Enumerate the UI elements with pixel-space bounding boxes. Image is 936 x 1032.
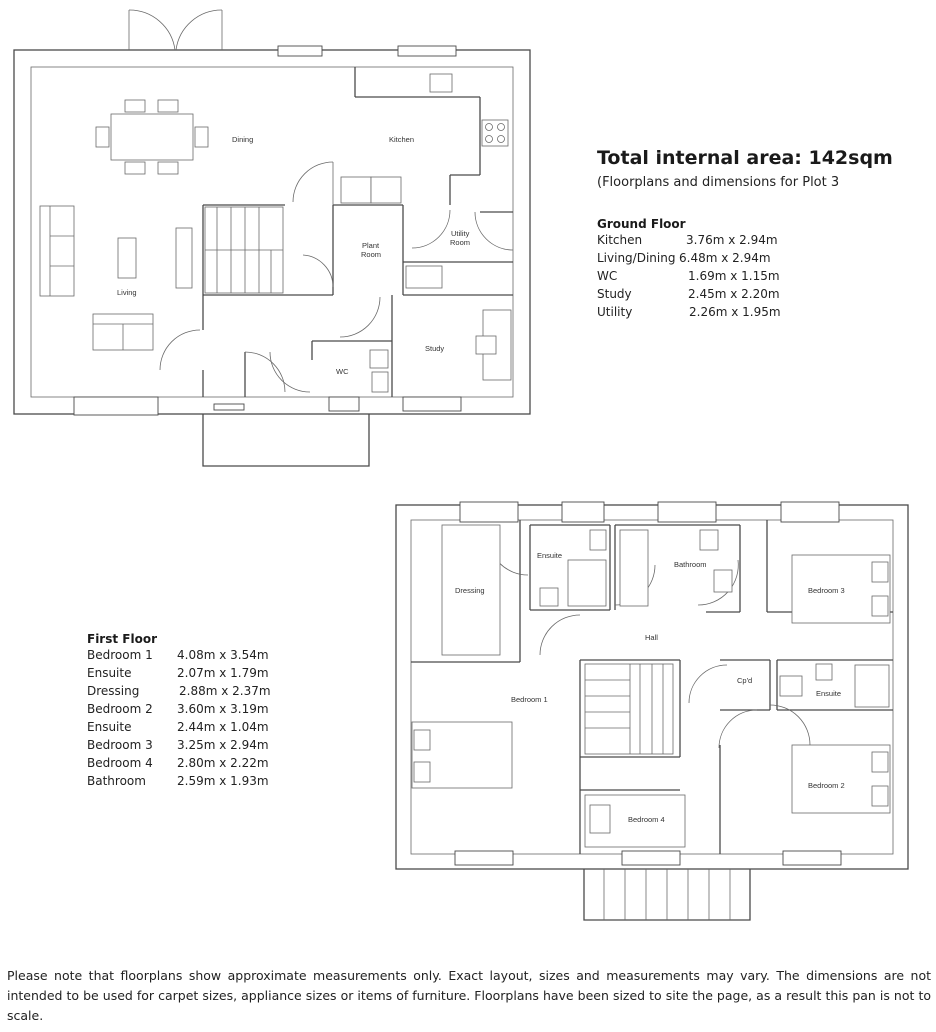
room-row [597,249,781,267]
room-dimensions: 2.44m x 1.04m [177,720,269,734]
first-floor-plan [396,502,908,920]
label-study: Study [425,344,445,353]
room-name: Study [597,287,632,301]
label-bedroom-4: Bedroom 4 [628,815,665,824]
gf-window [214,404,244,410]
label-living: Living [117,288,137,297]
ground-floor-heading: Ground Floor [597,217,686,231]
room-name: Ensuite [87,720,132,734]
room-dimensions: 2.07m x 1.79m [177,666,269,680]
plot-subtitle: (Floorplans and dimensions for Plot 3 [597,175,840,190]
ground-floor-plan [14,10,530,466]
room-name: Bedroom 4 [87,756,153,770]
label-wc: WC [336,367,349,376]
room-name: Bedroom 1 [87,648,153,662]
gf-window [278,46,322,56]
room-dimensions: 3.25m x 2.94m [177,738,269,752]
label-plant-room-1: Plant [362,241,380,250]
ground-floor-rooms [597,231,781,321]
dining-table [96,100,208,174]
label-dining: Dining [232,135,254,144]
room-dimensions: 6.48m x 2.94m [679,251,771,265]
room-row [87,646,271,664]
living-furniture [40,206,192,350]
label-kitchen: Kitchen [389,135,415,144]
ff-window [622,851,680,865]
room-name: Bedroom 3 [87,738,153,752]
room-dimensions: 2.45m x 2.20m [688,287,780,301]
room-dimensions: 4.08m x 3.54m [177,648,269,662]
label-bathroom: Bathroom [674,560,707,569]
room-dimensions: 2.26m x 1.95m [689,305,781,319]
ff-window [460,502,518,522]
room-row [597,231,781,249]
label-utility-1: Utility [451,229,470,238]
label-bedroom-2: Bedroom 2 [808,781,845,790]
label-bedroom-1: Bedroom 1 [511,695,548,704]
ff-stairs [585,664,673,754]
room-row [87,718,271,736]
balcony [584,869,750,920]
room-row [87,754,271,772]
gf-stairs [205,207,283,293]
room-dimensions: 2.59m x 1.93m [177,774,269,788]
label-utility-2: Room [450,238,471,247]
room-row [597,267,781,285]
total-area-title: Total internal area: 142sqm [597,147,893,169]
gf-window [329,397,359,411]
room-row [597,285,781,303]
label-plant-room-2: Room [361,250,382,259]
room-dimensions: 1.69m x 1.15m [688,269,780,283]
room-dimensions: 2.88m x 2.37m [179,684,271,698]
first-floor-schedule [87,632,271,790]
room-dimensions: 3.60m x 3.19m [177,702,269,716]
first-floor-heading: First Floor [87,632,158,646]
gf-window [74,397,158,415]
label-ensuite-main: Ensuite [537,551,563,560]
room-name: Utility [597,305,633,319]
disclaimer-text: Please note that floorplans show approximate measurements only. Exact layout, sizes and measurements may vary. The dimensions are not intended to be used for carpet sizes, appliance sizes or items of furniture. Floorplans have been sized to site the page, as a result this pan is not to scale. [7,968,931,1023]
room-row [87,682,271,700]
room-name: Ensuite [87,666,132,680]
room-row [87,664,271,682]
gf-window [398,46,456,56]
ff-beds [412,525,890,847]
ff-window [783,851,841,865]
french-doors [129,10,222,50]
room-row [87,772,271,790]
room-name: Dressing [87,684,140,698]
room-row [597,303,781,321]
room-row [87,736,271,754]
ground-floor-schedule [597,217,781,321]
label-bedroom-3: Bedroom 3 [808,586,845,595]
room-name: Bedroom 2 [87,702,153,716]
ff-window [658,502,716,522]
room-dimensions: 3.76m x 2.94m [686,233,778,247]
room-name: Kitchen [597,233,643,247]
label-hall: Hall [645,633,658,642]
ff-window [781,502,839,522]
gf-door-swings [160,162,513,392]
label-ensuite-b2: Ensuite [816,689,842,698]
room-name: Living/Dining [597,251,676,265]
room-row [87,700,271,718]
label-cupboard: Cp'd [737,676,753,685]
porch-outline [203,414,369,466]
gf-window [403,397,461,411]
ff-window [562,502,604,522]
first-floor-rooms [87,646,271,790]
label-dressing: Dressing [455,586,485,595]
room-name: WC [597,269,618,283]
room-dimensions: 2.80m x 2.22m [177,756,269,770]
room-name: Bathroom [87,774,146,788]
ff-window [455,851,513,865]
